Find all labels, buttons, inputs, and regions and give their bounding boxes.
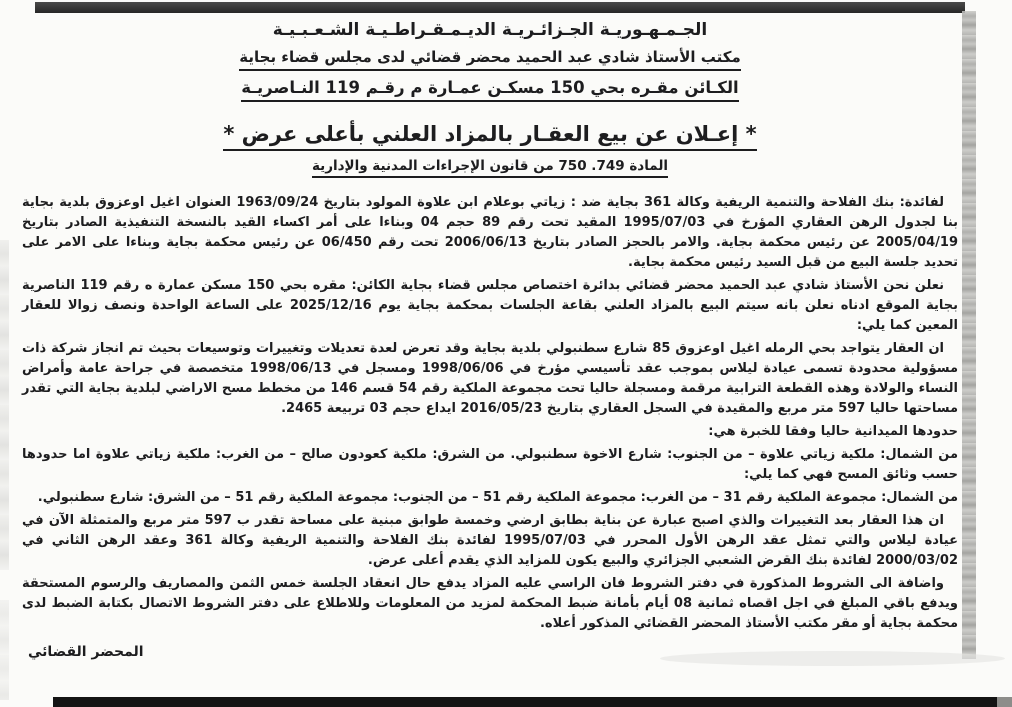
scan-left-edge-shadow <box>0 240 9 570</box>
paragraph-field-boundaries: من الشمال: ملكية زياتي علاوة – من الجنوب: شارع الاخوة سطنبولي. من الشرق: ملكية كعودون صالح – من الغرب: ملكية زياتي علاوة اما حدودها حسب وثائق المسح فهي كما يلي: <box>22 447 958 482</box>
scan-bottom-edge-tail <box>997 697 1012 707</box>
scan-bottom-edge-bar <box>53 697 997 707</box>
republic-header: الجـمـهـوريـة الجـزائـريـة الديـمـقـراطـيـة الشـعـبـيـة <box>272 20 708 40</box>
scan-left-edge-shadow-lower <box>0 600 9 700</box>
paragraph-sale-announcement: نعلن نحن الأستاذ شادي عبد الحميد محضر قضائي بدائرة اختصاص مجلس قضاء بجاية الكائن: مقره بحي 150 مسكن عمارة ه رقم 119 الناصرية بجاية الموقع ادناه نعلن بانه سيتم البيع بالمزاد العلني بقاعة الجلسات بمحكمة بجاية يوم 2025/12/16 على الساعة الواحدة ونصف زوالا للعقار المعين كما يلي: <box>22 278 959 333</box>
legal-articles-subtitle: المادة 749. 750 من قانون الإجراءات المدنية والإدارية <box>312 158 668 178</box>
title-block <box>22 122 958 178</box>
scan-right-binding-strip <box>962 11 976 659</box>
office-address-line: الكـائن مقـره بحي 150 مسكـن عمـارة م رقـم 119 النـاصريـة <box>22 78 958 102</box>
paragraph-payment-conditions: واضافة الى الشروط المذكورة في دفتر الشروط فان الراسي عليه المزاد يدفع حال انعقاد الجلسة خمس الثمن والمصاريف والرسوم المستحقة ويدفع باقي المبلغ في اجل اقصاه ثمانية 08 أيام بأمانة ضبط المحكمة لمزيد من المعلومات وللاطلاع على دفتر الشروط الاتصال بكتابة الضبط لدى محكمة بجاية أو مقر مكتب الأستاذ المحضر القضائي المذكور أعلاه. <box>22 576 958 631</box>
paragraph-creditor-debtor: لفائدة: بنك الفلاحة والتنمية الريفية وكالة 361 بجاية ضد : زياتي بوعلام ابن علاوة المولود بتاريخ 1963/09/24 العنوان اغيل اوعزوق بلدية بجاية بنا لجدول الرهن العقاري المؤرخ في 1995/07/03 المقيد تحت رقم 89 حجم 04 وبناءا على أمر اكساء القيد بالنسخة التنفيذية الصادر بتاريخ 2005/04/19 عن رئيس محكمة بجاية. والامر بالحجز الصادر بتاريخ 2006/06/13 تحت رقم 06/450 عن رئيس محكمة بجاية وبناءا على الامر على تحديد جلسة البيع من قبل السيد رئيس محكمة بجاية. <box>22 195 959 270</box>
paragraph-boundaries-intro: حدودها الميدانية حاليا وفقا للخبرة هي: <box>708 424 958 439</box>
scan-top-edge-bar <box>35 2 965 13</box>
bailiff-office-line: مكتب الأستاذ شادي عبد الحميد محضر قضائي لدى مجلس قضاء بجاية <box>22 48 958 71</box>
paragraph-building-mortgages: ان هذا العقار بعد التغييرات والذي اصبح عبارة عن بناية بطابق ارضي وخمسة طوابق مبنية على مساحة تقدر ب 597 متر مربع والمتمثلة الآن في عيادة ليلاس والتي تمثل عقد الرهن الأول المحرر في 1995/07/03 لفائدة بنك الفلاحة والتنمية الريفية وكالة 361 وعقد الرهن الثاني في 2000/03/02 لفائدة بنك القرض الشعبي الجزائري والبيع يكون للمزايد الذي يقدم أعلى عرض. <box>22 513 958 568</box>
bailiff-signature: المحضر القضائي <box>28 644 144 660</box>
auction-announcement-title: * إعـلان عن بيع العقـار بالمزاد العلني بأعلى عرض * <box>223 122 756 151</box>
body-text <box>22 193 958 634</box>
document-content <box>22 16 958 660</box>
paragraph-property-description: ان العقار يتواجد بحي الرمله اغيل اوعزوق 85 شارع سطنبولي بلدية بجاية وقد تعرض لعدة تعديلات وتغييرات وتوسيعات بحيث تم انجاز شركة ذات مسؤولية محدودة تسمى عيادة ليلاس بموجب عقد تأسيسي مؤرخ في 1998/06/06 ومسجل في 1998/06/13 متخصصة في جراحة عامة وأمراض النساء والولادة وهذه القطعة الترابية مرقمة ومسجلة حاليا تحت مجموعة الملكية رقم 54 قسم 146 من مخطط مسح الاراضي لبلدية بجاية التي تقدر مساحتها حاليا 597 متر مربع والمقيدة في السجل العقاري بتاريخ 2016/05/23 ايداع حجم 03 تربيعة 2465. <box>22 341 959 416</box>
paragraph-survey-boundaries: من الشمال: مجموعة الملكية رقم 31 – من الغرب: مجموعة الملكية رقم 51 – من الجنوب: مجموعة الملكية رقم 51 – من الشرق: شارع سطنبولي. <box>37 490 958 505</box>
